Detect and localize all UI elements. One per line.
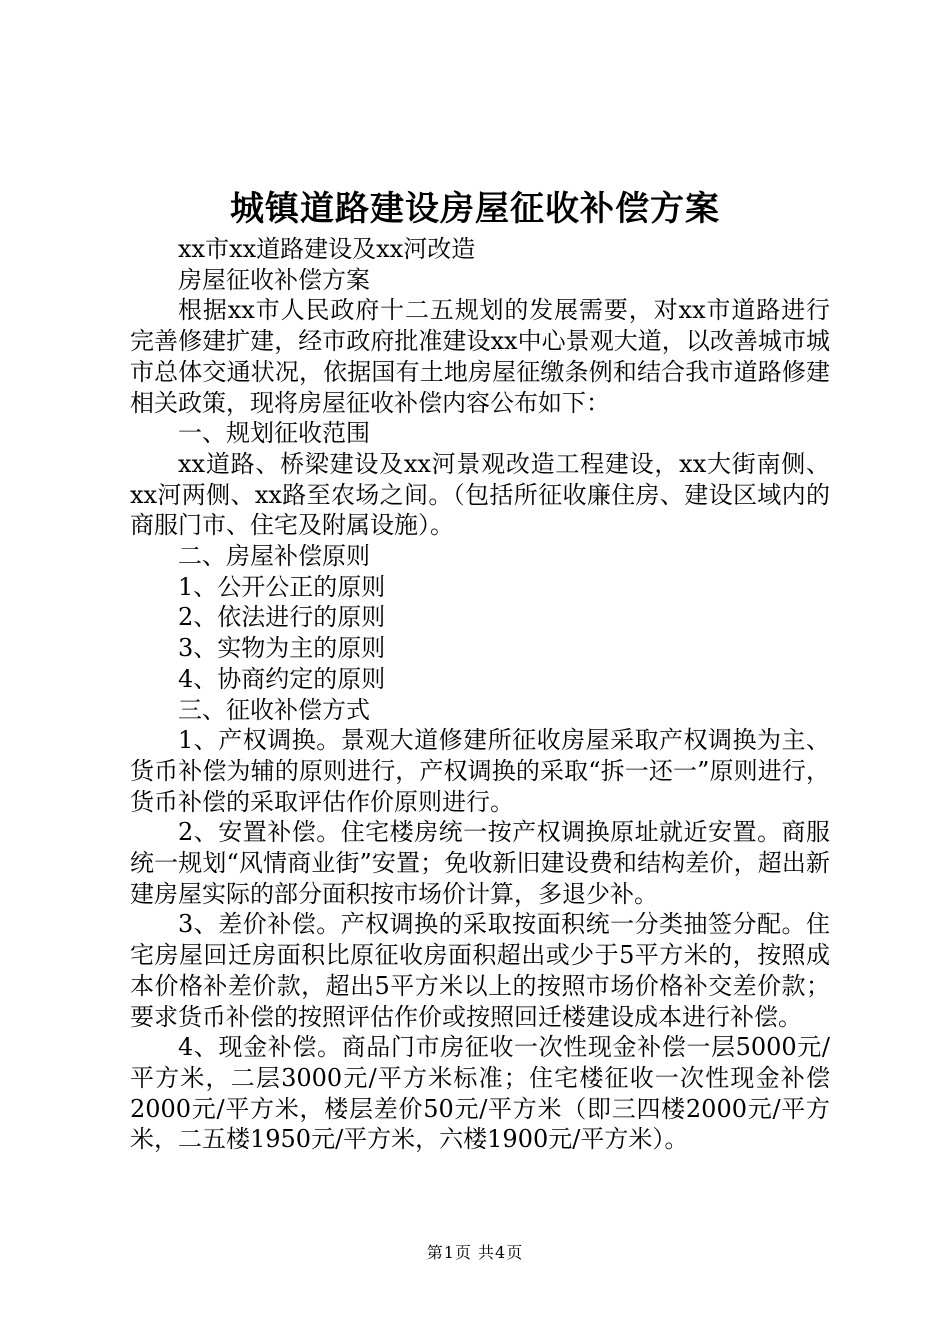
subtitle-line-2: 房屋征收补偿方案 [178, 265, 370, 294]
method-paragraph: 3、差价补偿。产权调换的采取按面积统一分类抽签分配。住宅房屋回迁房面积比原征收房面积超出或少于5平方米的，按照成本价格补差价款，超出5平方米以上的按照市场价格补交差价款；要求货币补偿的按照评估作价或按照回迁楼建设成本进行补偿。 [130, 910, 830, 1031]
method-paragraph: 4、现金补偿。商品门市房征收一次性现金补偿一层5000元/平方米，二层3000元/平方米标准；住宅楼征收一次性现金补偿2000元/平方米，楼层差价50元/平方米（即三四楼2000元/平方米，二五楼1950元/平方米，六楼1900元/平方米）。 [130, 1033, 830, 1154]
method-paragraph: 2、安置补偿。住宅楼房统一按产权调换原址就近安置。商服统一规划“风情商业街”安置；免收新旧建设费和结构差价，超出新建房屋实际的部分面积按市场价计算，多退少补。 [130, 818, 830, 908]
method-paragraph: 1、产权调换。景观大道修建所征收房屋采取产权调换为主、货币补偿为辅的原则进行，产权调换的采取“拆一还一”原则进行，货币补偿的采取评估作价原则进行。 [130, 726, 830, 816]
page-footer: 第1页 共4页 [426, 1243, 524, 1262]
principle-item: 1、公开公正的原则 [178, 572, 386, 601]
document-title: 城镇道路建设房屋征收补偿方案 [230, 189, 720, 229]
principle-item: 4、协商约定的原则 [178, 664, 386, 693]
intro-paragraph: 根据xx市人民政府十二五规划的发展需要，对xx市道路进行完善修建扩建，经市政府批准建设xx中心景观大道，以改善城市城市总体交通状况，依据国有土地房屋征缴条例和结合我市道路修建相关政策，现将房屋征收补偿内容公布如下： [130, 296, 830, 417]
principle-item: 2、依法进行的原则 [178, 603, 386, 632]
section-heading-methods: 三、征收补偿方式 [178, 695, 370, 724]
subtitle-line-1: xx市xx道路建设及xx河改造 [178, 235, 476, 263]
principle-item: 3、实物为主的原则 [178, 634, 386, 663]
section-heading-scope: 一、规划征收范围 [178, 419, 370, 448]
document-body [130, 234, 830, 1155]
section-heading-principles: 二、房屋补偿原则 [178, 542, 370, 571]
scope-paragraph: xx道路、桥梁建设及xx河景观改造工程建设，xx大街南侧、xx河两侧、xx路至农场之间。（包括所征收廉住房、建设区域内的商服门市、住宅及附属设施）。 [130, 449, 830, 540]
